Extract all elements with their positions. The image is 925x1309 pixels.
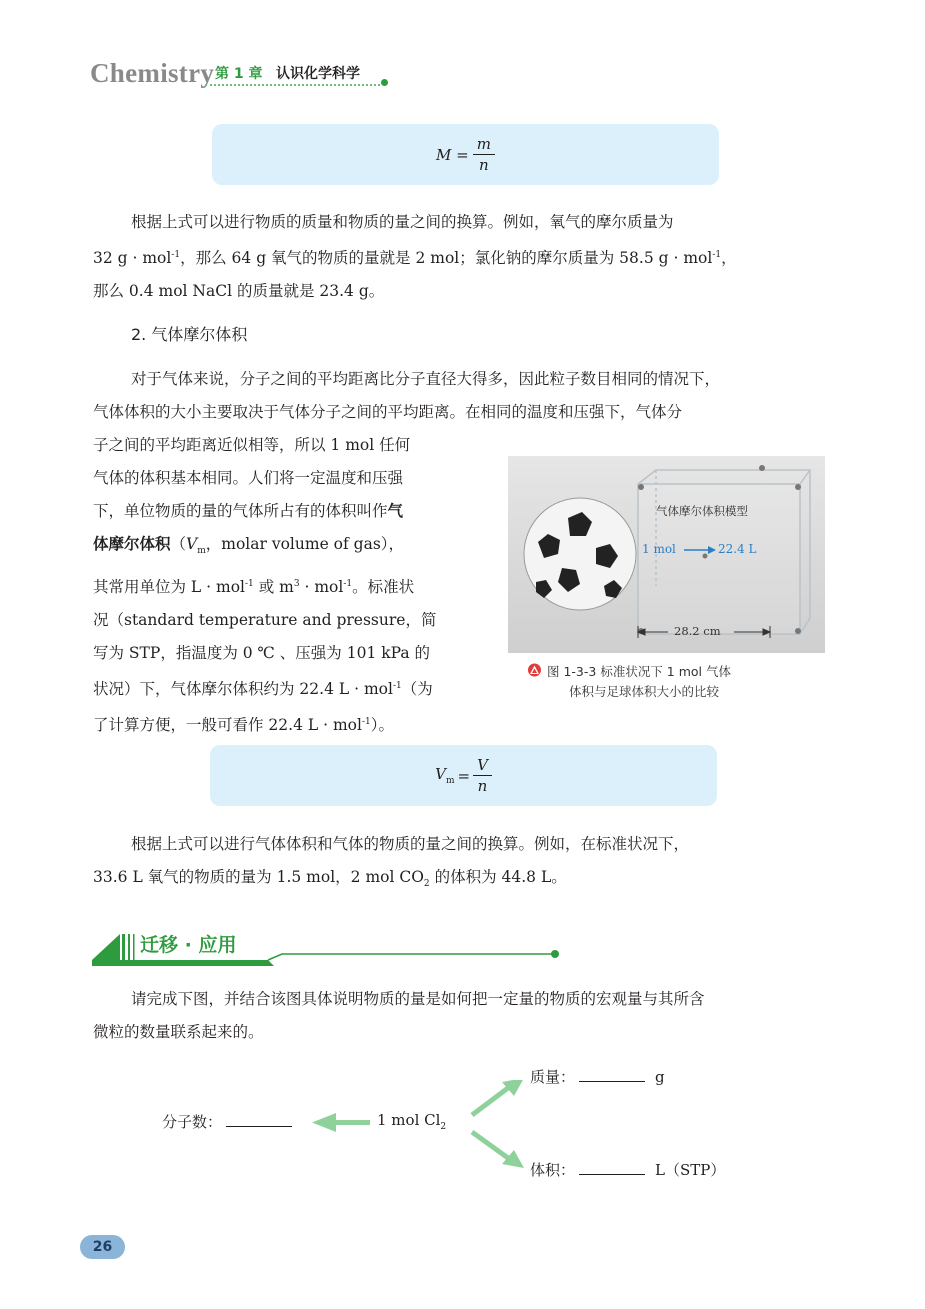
- header-dot: [381, 79, 388, 86]
- molecules-label: 分子数：: [162, 1113, 223, 1131]
- para2-line10a: 状况）下，气体摩尔体积约为 22.4 L · mol: [93, 680, 393, 699]
- para2-line7: [93, 568, 478, 604]
- mass-label: 质量：: [530, 1068, 576, 1086]
- para1-sup-a: -1: [171, 250, 181, 260]
- para1-sup-b: -1: [712, 250, 722, 260]
- symbol-v-sub: m: [197, 546, 206, 557]
- symbol-v: V: [186, 535, 198, 553]
- volume-label: 体积：: [530, 1161, 576, 1179]
- formula1-fraction: [473, 134, 495, 175]
- para2-line11b: ）。: [370, 716, 394, 735]
- page-number: 26: [80, 1235, 125, 1259]
- diagram-mass: [530, 1066, 665, 1087]
- para1-line1: 根据上式可以进行物质的质量和物质的量之间的换算。例如，氧气的摩尔质量为: [131, 213, 674, 231]
- para2-line10b: （为: [401, 680, 433, 699]
- term-bold-start: 气: [387, 502, 404, 520]
- para1-line3: 那么 0.4 mol NaCl 的质量就是 23.4 g。: [93, 282, 385, 301]
- para2-line11-sup: -1: [361, 717, 371, 728]
- formula2-lhs-sub: m: [445, 776, 455, 786]
- volume-unit: L（STP）: [655, 1161, 726, 1179]
- figure-caption: [547, 662, 731, 702]
- formula1-numerator: m: [473, 134, 495, 155]
- para2-line10-sup: -1: [392, 681, 402, 692]
- formula1-denominator: n: [479, 156, 489, 174]
- diagram-center: [377, 1111, 446, 1132]
- diagram-volume: [530, 1159, 725, 1180]
- para2-line7b: 或 m: [253, 578, 294, 597]
- application-heading: 迁移 · 应用: [140, 934, 237, 956]
- para2-line6: [93, 528, 478, 568]
- diagram-molecules: [162, 1111, 296, 1132]
- para2-line1: 对于气体来说，分子之间的平均距离比分子直径大得多，因此粒子数目相同的情况下，: [131, 370, 721, 388]
- para2-line7-sup3: 3: [293, 579, 300, 590]
- volume-blank[interactable]: [579, 1160, 645, 1175]
- figure-mol-label: 1 mol: [642, 542, 676, 556]
- caption-line1: 图 1-3-3 标准状况下 1 mol 气体: [547, 664, 731, 679]
- formula2-fraction: [473, 755, 492, 796]
- caption-triangle-icon: [527, 663, 542, 677]
- header-chapter: 第 1 章: [215, 66, 263, 82]
- formula2-lhs: [435, 765, 454, 786]
- header-brand: Chemistry: [90, 58, 215, 88]
- formula2-equals: =: [457, 766, 471, 785]
- arrow-left: [312, 1113, 370, 1132]
- para2-line6b: （: [170, 535, 187, 553]
- figure-dimension-label: 28.2 cm: [674, 624, 721, 638]
- application-line2: 微粒的数量联系起来的。: [93, 1023, 264, 1041]
- application-instructions: [93, 983, 833, 1049]
- paragraph-volume-conversion: [93, 828, 833, 901]
- application-line1: 请完成下图，并结合该图具体说明物质的量是如何把一定量的物质的宏观量与其所含: [131, 990, 705, 1008]
- para2-line10: [93, 670, 478, 706]
- para3-line2a: 33.6 L 氧气的物质的量为 1.5 mol，2 mol CO: [93, 868, 424, 886]
- paragraph-molar-mass: [93, 206, 833, 308]
- figure-box-label: 气体摩尔体积模型: [656, 504, 748, 518]
- para2-line7d: 。标准状: [352, 578, 415, 597]
- para2-line5: [93, 495, 478, 528]
- para3-sub: 2: [423, 879, 430, 890]
- para2-line11a: 了计算方便，一般可看作 22.4 L · mol: [93, 716, 362, 735]
- mass-blank[interactable]: [579, 1067, 645, 1082]
- para1-line2b: ，那么 64 g 氧气的物质的量就是 2 mol；氯化钠的摩尔质量为 58.5 g · mol: [180, 249, 713, 268]
- figure-volume-label: 22.4 L: [718, 542, 757, 556]
- para3-line2b: 的体积为 44.8 L。: [429, 868, 567, 886]
- center-sub: 2: [440, 1122, 447, 1132]
- para2-line6c: ，molar volume of gas），: [205, 535, 405, 553]
- para1-line2a: 32 g · mol: [93, 249, 172, 268]
- arrow-down-right: [472, 1132, 524, 1168]
- paragraph-gas-molar-volume-wrapped: [93, 429, 478, 743]
- formula2-lhs-v: V: [435, 765, 446, 783]
- para2-line3: 子之间的平均距离近似相等，所以 1 mol 任何: [93, 436, 411, 454]
- caption-line2: 体积与足球体积大小的比较: [569, 684, 720, 699]
- term-bold-end: 体摩尔体积: [93, 535, 171, 553]
- para2-line8: 况（standard temperature and pressure，简: [93, 611, 437, 630]
- para1-line2: [93, 239, 833, 275]
- para2-line7a: 其常用单位为 L · mol: [93, 578, 245, 597]
- header-chapter-title: 认识化学科学: [276, 66, 360, 82]
- para3-line2: [93, 861, 833, 901]
- para2-line5a: 下，单位物质的量的气体所占有的体积叫作: [93, 502, 388, 520]
- header-dotted-rule: [205, 84, 380, 86]
- para2-line4: 气体的体积基本相同。人们将一定温度和压强: [93, 469, 404, 487]
- molecules-blank[interactable]: [226, 1112, 292, 1127]
- section-heading-gas-molar-volume: 2. 气体摩尔体积: [131, 325, 248, 344]
- mass-unit: g: [655, 1068, 665, 1086]
- arrow-up-right: [472, 1080, 524, 1115]
- para2-line7-sup2: -1: [343, 579, 353, 590]
- para1-line2c: ，: [721, 249, 737, 268]
- center-label: 1 mol Cl: [377, 1111, 441, 1129]
- formula-molar-volume-box: [210, 745, 717, 806]
- para2-line7c: · mol: [299, 578, 344, 597]
- formula2-numerator: V: [473, 755, 492, 776]
- soccer-ball: [524, 498, 636, 610]
- para2-line2: 气体体积的大小主要取决于气体分子之间的平均距离。在相同的温度和压强下，气体分: [93, 403, 683, 421]
- figure-photo-molar-volume-model: [508, 456, 825, 653]
- formula1-lhs: M =: [436, 145, 469, 164]
- para2-line9: 写为 STP，指温度为 0 ℃ 、压强为 101 kPa 的: [93, 644, 431, 663]
- paragraph-gas-molar-volume: [93, 363, 833, 429]
- formula-molar-mass-box: [212, 124, 719, 185]
- formula2-denominator: n: [477, 777, 488, 795]
- para2-line7-sup1: -1: [245, 579, 254, 590]
- para3-line1: 根据上式可以进行气体体积和气体的物质的量之间的换算。例如，在标准状况下，: [131, 835, 690, 853]
- para2-line11: [93, 706, 478, 742]
